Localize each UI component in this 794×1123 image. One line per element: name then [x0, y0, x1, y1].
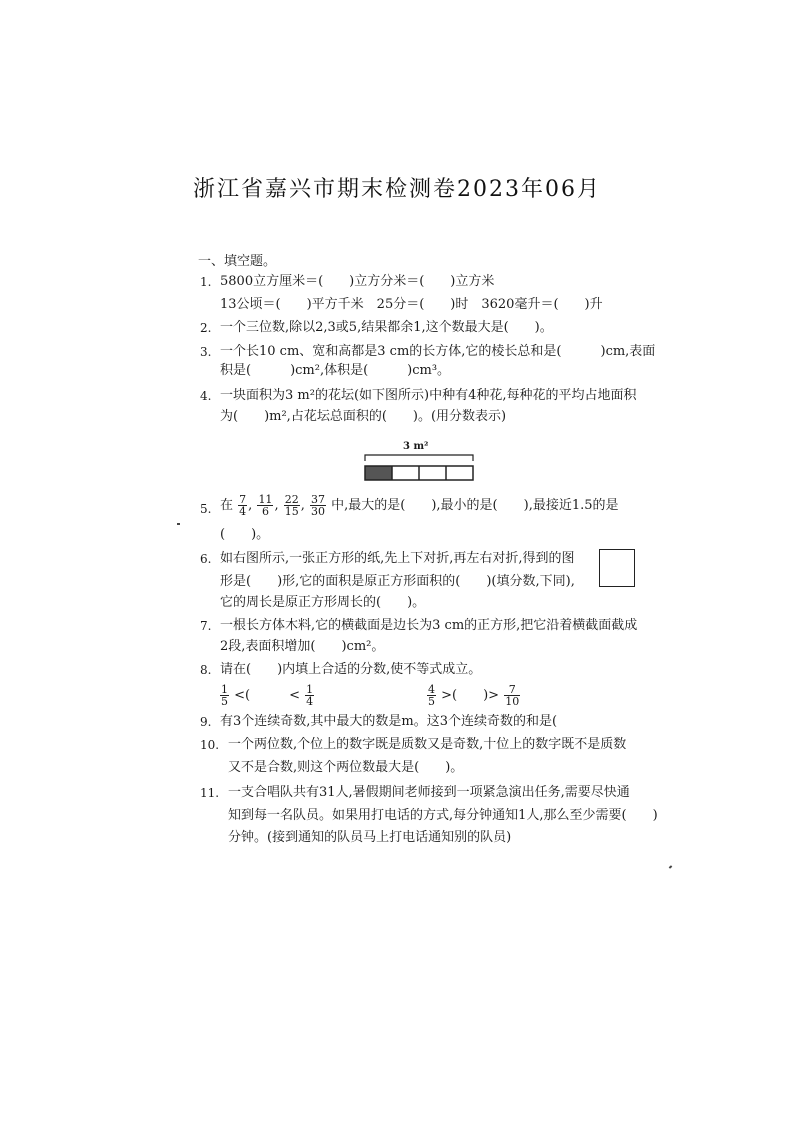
question-2-text: 一个三位数,除以2,3或5,结果都余1,这个数最大是( )。	[220, 320, 553, 335]
question-9-number: 9.	[200, 715, 212, 729]
flower-bed-area-label: 3 m²	[403, 441, 429, 452]
question-9-text: 有3个连续奇数,其中最大的数是m。这3个连续奇数的和是(	[220, 714, 558, 729]
question-2-number: 2.	[200, 321, 212, 335]
separator: ,	[274, 498, 279, 513]
question-6-line-2: 形是( )形,它的面积是原正方形面积的( )(填分数,下同),	[220, 574, 575, 589]
fraction-22-15: $\frac{22}{15}$	[284, 493, 299, 518]
scan-speck	[177, 523, 180, 525]
question-8-number: 8.	[200, 663, 212, 677]
inequality-left-middle: <( <	[234, 688, 300, 703]
flower-bed-diagram	[363, 441, 477, 483]
scan-speck	[669, 865, 673, 868]
question-11-line-3: 分钟。(接到通知的队员马上打电话通知别的队员)	[228, 830, 512, 845]
question-5-line-1	[220, 494, 619, 517]
flower-bed-figure	[363, 441, 477, 483]
separator: ,	[248, 498, 253, 513]
fraction-11-6: $\frac{11}{6}$	[258, 493, 273, 518]
question-6-line-3: 它的周长是原正方形周长的( )。	[220, 595, 426, 610]
question-3-line-1: 一个长10 cm、宽和高都是3 cm的长方体,它的棱长总和是( )cm,表面	[220, 344, 656, 359]
question-11-line-2: 知到每一名队员。如果用打电话的方式,每分钟通知1人,那么至少需要( )	[228, 808, 658, 823]
question-4-number: 4.	[200, 389, 212, 403]
question-1-line-1: 5800立方厘米＝( )立方分米＝( )立方米	[220, 274, 495, 289]
question-8-text: 请在( )内填上合适的分数,使不等式成立。	[220, 662, 482, 677]
question-1-number: 1.	[200, 275, 212, 289]
question-1-line-2: 13公顷＝( )平方千米 25分＝( )时 3620毫升＝( )升	[220, 297, 603, 312]
question-10-number: 10.	[200, 738, 220, 752]
page-title: 浙江省嘉兴市期末检测卷2023年06月	[193, 177, 601, 202]
fraction-4-5: $\frac{4}{5}$	[428, 683, 435, 708]
fraction-7-10: $\frac{7}{10}$	[505, 683, 520, 708]
inequality-right-middle: >( )>	[441, 688, 500, 703]
fraction-7-4: $\frac{7}{4}$	[239, 493, 247, 518]
question-10-line-2: 又不是合数,则这个两位数最大是( )。	[228, 760, 464, 775]
inequality-left	[219, 684, 315, 707]
question-5-middle: 中,最大的是( ),最小的是( ),最接近1.5的是	[331, 498, 619, 513]
section-heading: 一、填空题。	[198, 254, 277, 269]
question-5-number: 5.	[200, 502, 212, 516]
fraction-1-5: $\frac{1}{5}$	[221, 683, 228, 708]
question-10-line-1: 一个两位数,个位上的数字既是质数又是奇数,十位上的数字既不是质数	[228, 737, 627, 752]
question-3-number: 3.	[200, 345, 212, 359]
fraction-37-30: $\frac{37}{30}$	[311, 493, 325, 518]
question-4-line-1: 一块面积为3 m²的花坛(如下图所示)中种有4种花,每种花的平均占地面积	[220, 388, 637, 403]
fraction-1-4: $\frac{1}{4}$	[306, 683, 314, 708]
separator: ,	[300, 498, 305, 513]
question-6-line-1: 如右图所示,一张正方形的纸,先上下对折,再左右对折,得到的图	[220, 551, 575, 566]
question-11-line-1: 一支合唱队共有31人,暑假期间老师接到一项紧急演出任务,需要尽快通	[228, 785, 630, 800]
inequality-right	[426, 684, 521, 707]
question-7-line-2: 2段,表面积增加( )cm²。	[220, 639, 385, 654]
question-7-number: 7.	[200, 619, 212, 633]
question-3-line-2: 积是( )cm²,体积是( )cm³。	[220, 363, 451, 378]
question-5-line-2: ( )。	[220, 527, 270, 542]
question-11-number: 11.	[200, 786, 220, 800]
question-4-line-2: 为( )m²,占花坛总面积的( )。(用分数表示)	[220, 409, 507, 424]
question-5-prefix: 在	[220, 498, 234, 513]
question-7-line-1: 一根长方体木料,它的横截面是边长为3 cm的正方形,把它沿着横截面截成	[220, 618, 638, 633]
square-paper-figure	[599, 549, 635, 587]
question-6-number: 6.	[200, 552, 212, 566]
